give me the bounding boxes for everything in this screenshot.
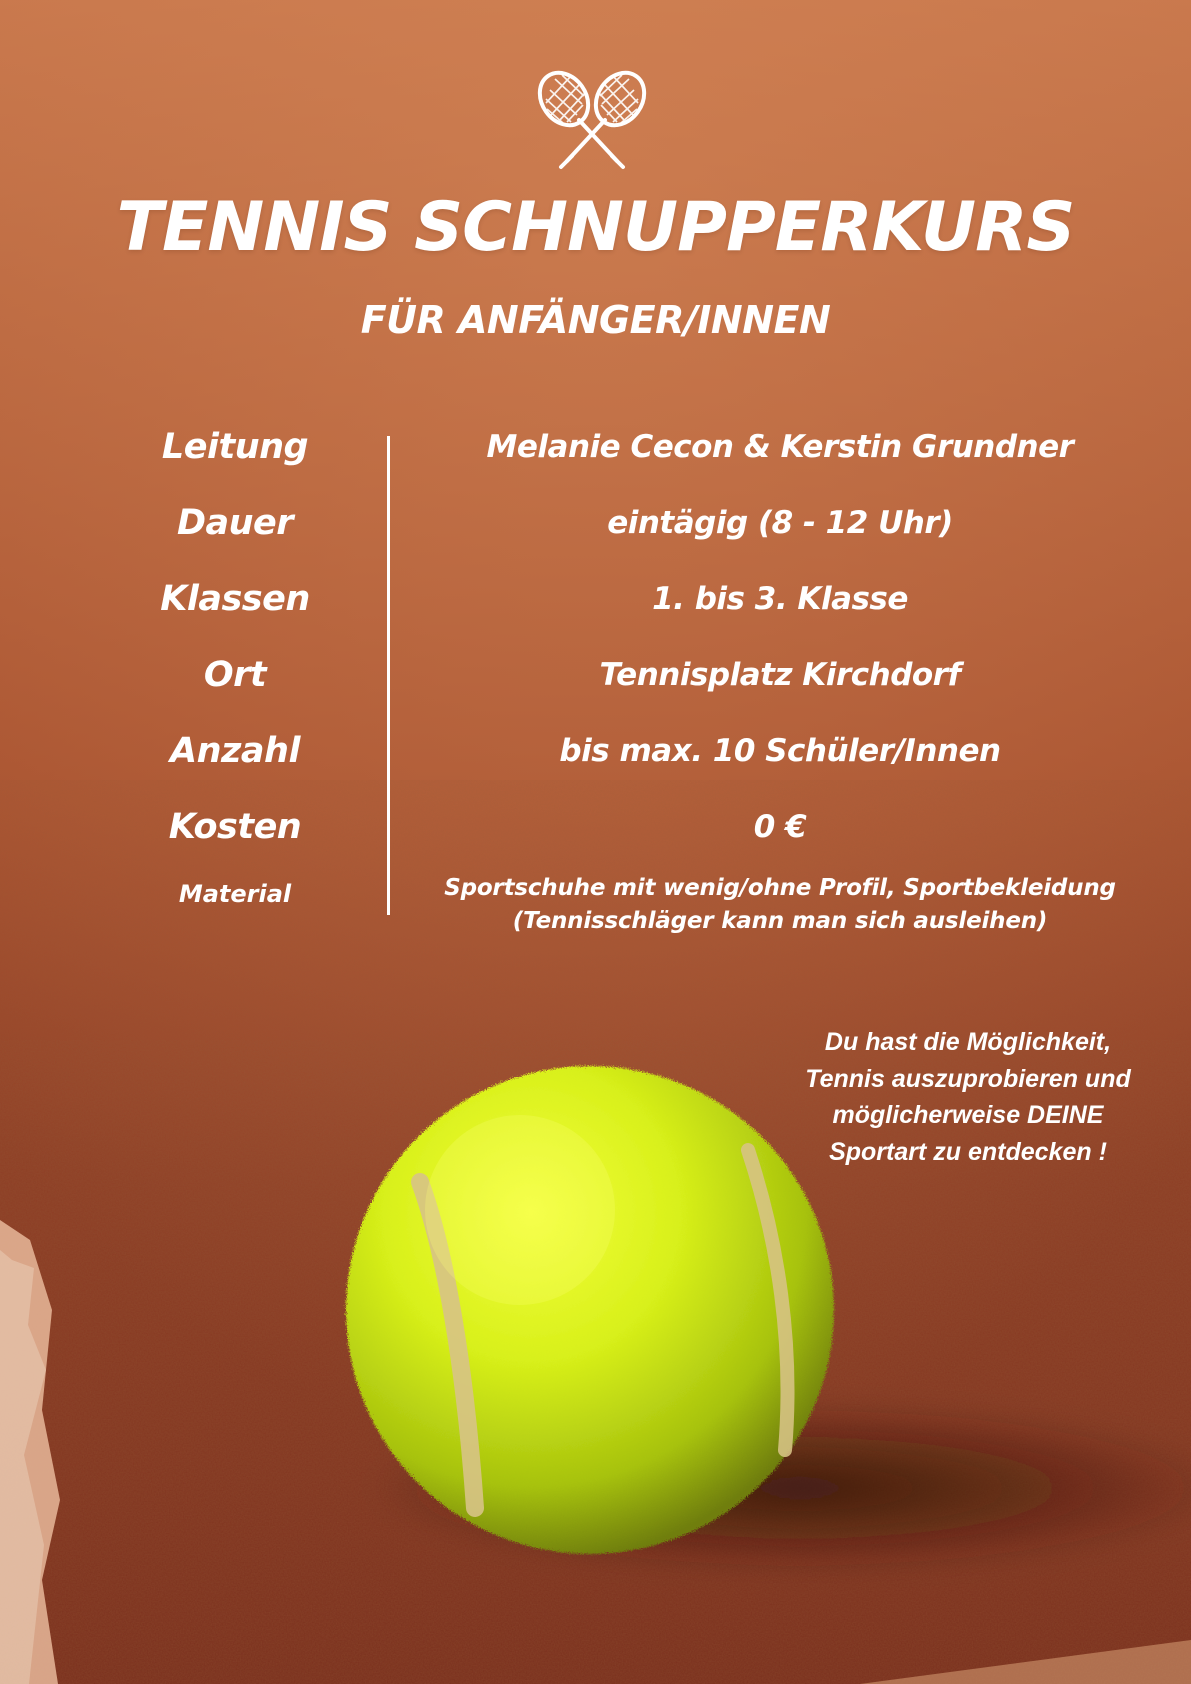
detail-value: Melanie Cecon & Kerstin Grundner [486, 429, 1074, 465]
detail-label: Ort [203, 655, 267, 695]
detail-label: Klassen [160, 579, 310, 619]
poster-subtitle: FÜR ANFÄNGER/INNEN [360, 298, 831, 342]
detail-value: 0 € [753, 809, 807, 845]
detail-value: bis max. 10 Schüler/Innen [559, 733, 1001, 769]
motivation-line-2: Tennis auszuprobieren und [805, 1064, 1131, 1093]
motivation-line-4: Sportart zu entdecken ! [829, 1137, 1107, 1166]
motivation-line-1: Du hast die Möglichkeit, [824, 1028, 1112, 1056]
details-divider [387, 436, 390, 915]
detail-label: Kosten [168, 807, 302, 847]
detail-label: Leitung [161, 427, 309, 467]
material-value-line-1: Sportschuhe mit wenig/ohne Profil, Sportbekleidung [444, 875, 1116, 901]
detail-value: eintägig (8 - 12 Uhr) [607, 505, 953, 541]
detail-value: 1. bis 3. Klasse [652, 581, 908, 617]
detail-label: Dauer [176, 503, 294, 543]
poster-title: TENNIS SCHNUPPERKURS [116, 188, 1075, 267]
motivation-line-3: möglicherweise DEINE [832, 1101, 1104, 1129]
material-value-line-2: (Tennisschläger kann man sich ausleihen) [512, 908, 1048, 935]
detail-value: Tennisplatz Kirchdorf [599, 657, 961, 693]
detail-label: Anzahl [170, 731, 300, 771]
detail-value [420, 872, 1140, 939]
detail-label: Material [178, 880, 292, 908]
motivation-text [771, 1024, 1165, 1170]
